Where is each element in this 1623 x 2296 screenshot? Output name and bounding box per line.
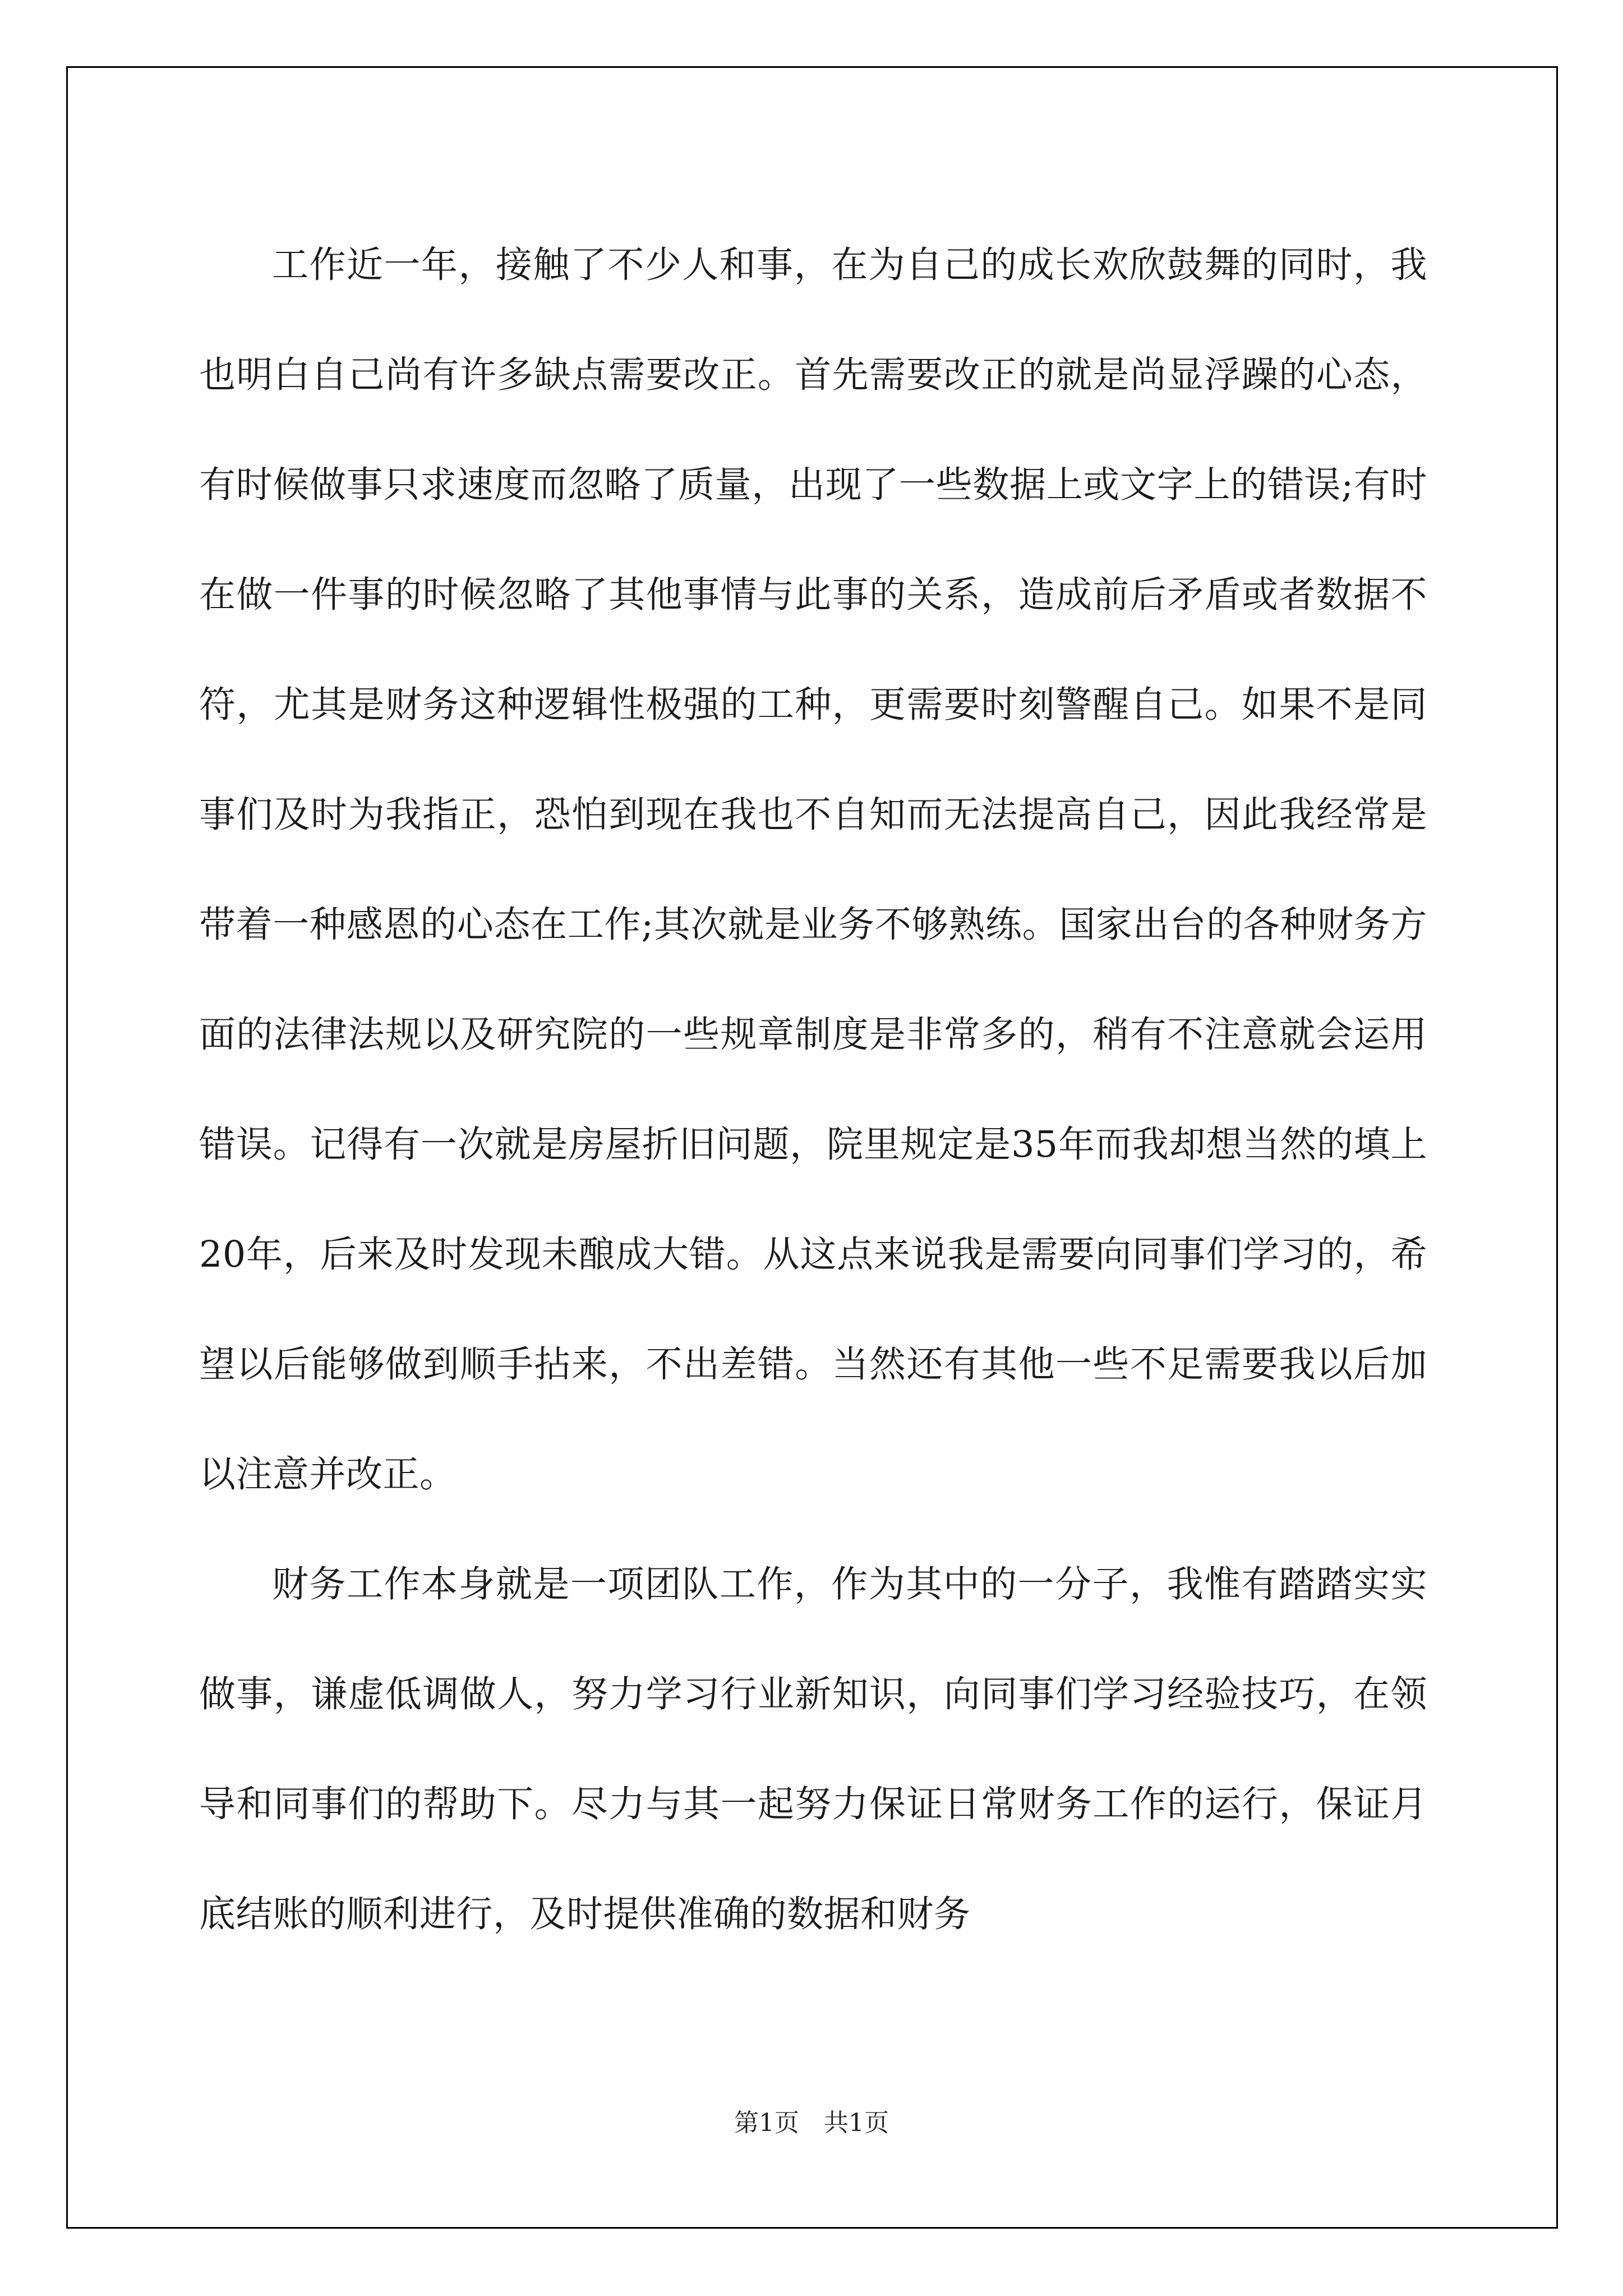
- page-footer: 第1页 共1页: [734, 2109, 889, 2137]
- document-body: [199, 210, 1427, 1970]
- paragraph-1: 工作近一年，接触了不少人和事，在为自己的成长欢欣鼓舞的同时，我也明白自己尚有许多缺点需要改正。首先需要改正的就是尚显浮躁的心态，有时候做事只求速度而忽略了质量，出现了一些数据上或文字上的错误;有时在做一件事的时候忽略了其他事情与此事的关系，造成前后矛盾或者数据不符，尤其是财务这种逻辑性极强的工种，更需要时刻警醒自己。如果不是同事们及时为我指正，恐怕到现在我也不自知而无法提高自己，因此我经常是带着一种感恩的心态在工作;其次就是业务不够熟练。国家出台的各种财务方面的法律法规以及研究院的一些规章制度是非常多的，稍有不注意就会运用错误。记得有一次就是房屋折旧问题，院里规定是35年而我却想当然的填上20年，后来及时发现未酿成大错。从这点来说我是需要向同事们学习的，希望以后能够做到顺手拈来，不出差错。当然还有其他一些不足需要我以后加以注意并改正。: [199, 244, 1427, 1496]
- paragraph-2: 财务工作本身就是一项团队工作，作为其中的一分子，我惟有踏踏实实做事，谦虚低调做人，努力学习行业新知识，向同事们学习经验技巧，在领导和同事们的帮助下。尽力与其一起努力保证日常财务工作的运行，保证月底结账的顺利进行，及时提供准确的数据和财务: [199, 1563, 1427, 1935]
